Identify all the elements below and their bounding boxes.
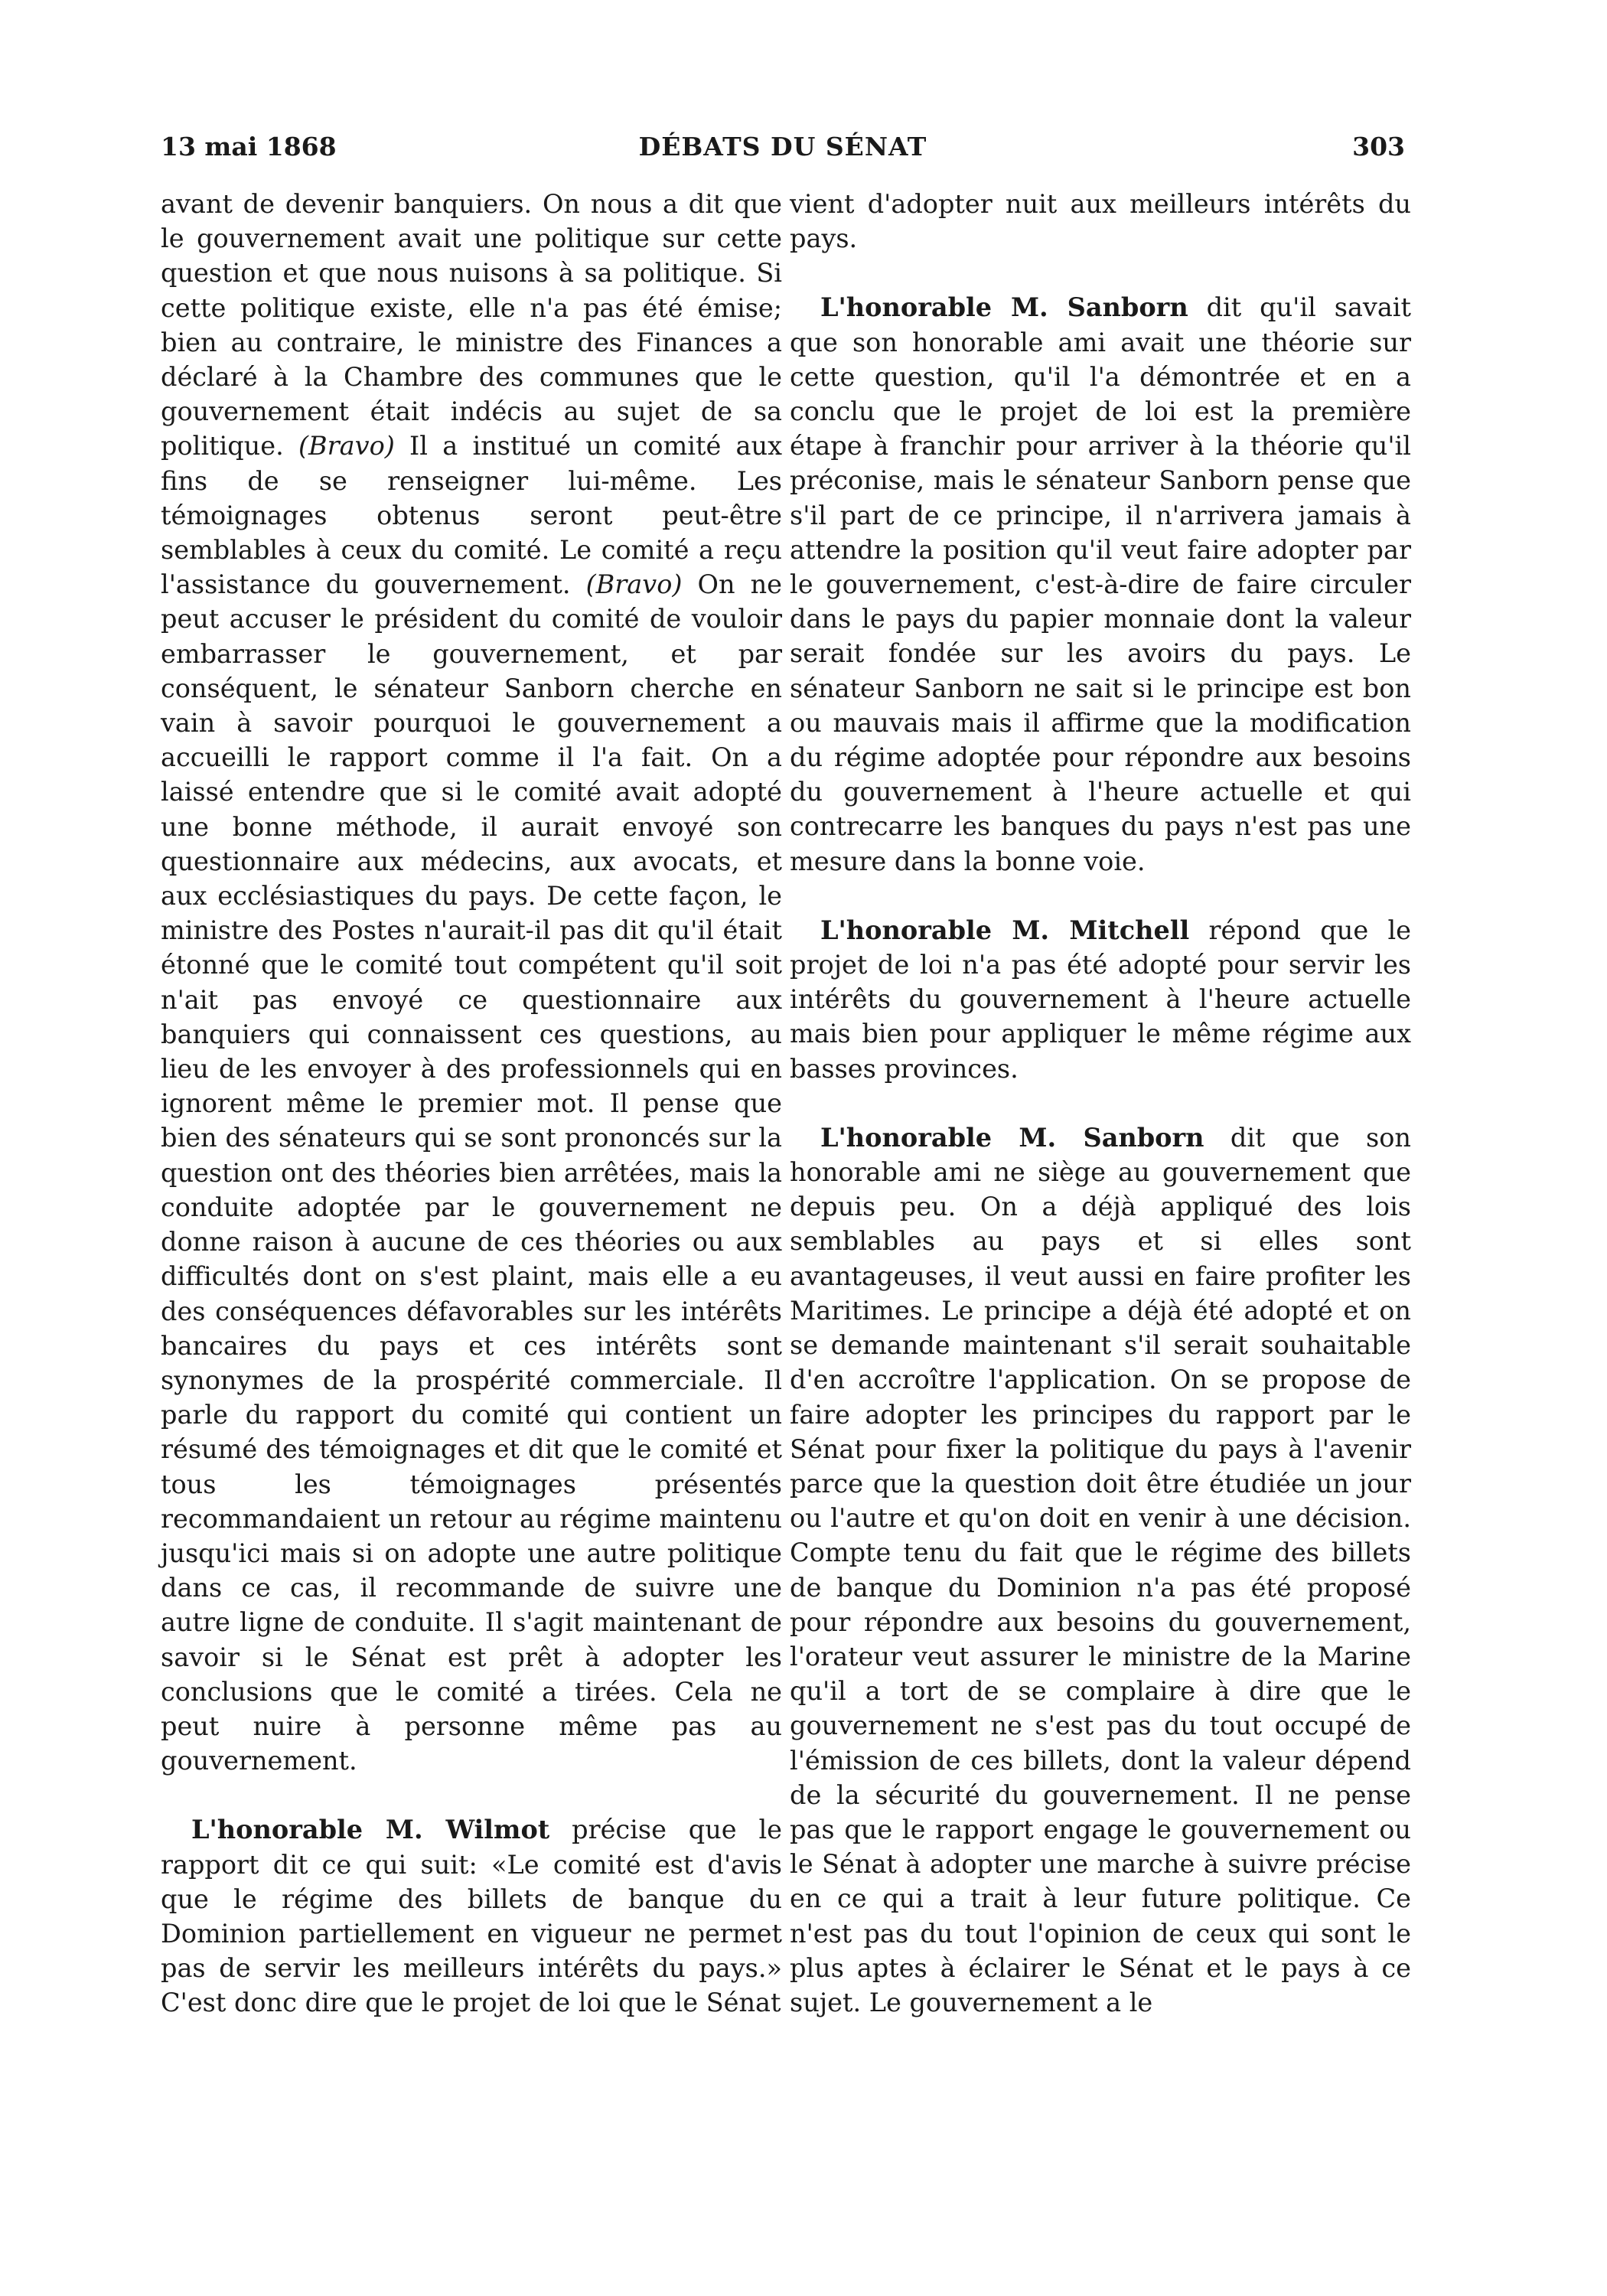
speaker-name: L'honorable M. Sanborn [820,292,1188,323]
page-number: 303 [1352,132,1405,161]
speech-paragraph [161,1812,782,2020]
speaker-name: L'honorable M. Sanborn [820,1122,1204,1153]
speech-text: dit que son honorable ami ne siège au gouvernement que depuis peu. On a déjà appliqué des lois semblables au pays et si elles sont avantageuses, il veut aussi en faire profiter les Maritimes. Le principe a déjà été adopté et on se demande maintenant s'il serait souhaitable d'en accroître l'application. On se propose de faire adopter les principes du rapport par le Sénat pour fixer la politique du pays à l'avenir parce que la question doit être étudiée un jour ou l'autre et qu'on doit en venir à une décision. Compte tenu du fait que le régime des billets de banque du Dominion n'a pas été proposé pour répondre aux besoins du gouvernement, l'orateur veut assurer le ministre de la Marine qu'il a tort de se complaire à dire que le gouvernement ne s'est pas du tout occupé de l'émission de ces billets, dont la valeur dépend de la sécurité du gouvernement. Il ne pense pas que le rapport engage le gouvernement ou le Sénat à adopter une marche à suivre précise en ce qui a trait à leur future politique. Ce n'est pas du tout l'opinion de ceux qui sont le plus aptes à éclairer le Sénat et le pays à ce sujet. Le gouvernement a le [790,1122,1411,2017]
paragraph-text: avant de devenir banquiers. On nous a dit que le gouvernement avait une politique sur cette question et que nous nuisons à sa politique. Si cette politique existe, elle n'a pas été émise; bien au contraire, le ministre des Finances a déclaré à la Chambre des communes que le gouvernement était indécis au sujet de sa politique. [161,189,782,461]
speech-paragraph [790,913,1411,1086]
speech-paragraph [790,290,1411,878]
paragraph-continuation [790,187,1411,256]
left-column [161,187,782,2020]
paragraph-text: Il a institué un comité aux fins de se renseigner lui-même. Les témoignages obtenus seront peut-être semblables à ceux du comité. Le comité a reçu l'assistance du gouvernement. [161,431,782,600]
speech-paragraph [790,1120,1411,2020]
interjection-bravo: (Bravo) [585,569,683,600]
paragraph-text: vient d'adopter nuit aux meilleurs intérêts du pays. [790,189,1411,254]
paragraph-text: On ne peut accuser le président du comité de vouloir embarrasser le gouvernement, et par conséquent, le sénateur Sanborn cherche en vain à savoir pourquoi le gouvernement a accueilli le rapport comme il l'a fait. On a laissé entendre que si le comité avait adopté une bonne méthode, il aurait envoyé son questionnaire aux médecins, aux avocats, et aux ecclésiastiques du pays. De cette façon, le ministre des Postes n'aurait-il pas dit qu'il était étonné que le comité tout compétent qu'il soit n'ait pas envoyé ce questionnaire aux banquiers qui connaissent ces questions, au lieu de les envoyer à des professionnels qui en ignorent même le premier mot. Il pense que bien des sénateurs qui se sont prononcés sur la question ont des théories bien arrêtées, mais la conduite adoptée par le gouvernement ne donne raison à aucune de ces théories ou aux difficultés dont on s'est plaint, mais elle a eu des conséquences défavorables sur les intérêts bancaires du pays et ces intérêts sont synonymes de la prospérité commerciale. Il parle du rapport du comité qui contient un résumé des témoignages et dit que le comité et tous les témoignages présentés recommandaient un retour au régime maintenu jusqu'ici mais si on adopte une autre politique dans ce cas, il recommande de suivre une autre ligne de conduite. Il s'agit maintenant de savoir si le Sénat est prêt à adopter les conclusions que le comité a tirées. Cela ne peut nuire à personne même pas au gouvernement. [161,569,782,1776]
speech-text: dit qu'il savait que son honorable ami avait une théorie sur cette question, qu'il l'a démontrée et en a conclu que le projet de loi est la première étape à franchir pour arriver à la théorie qu'il préconise, mais le sénateur Sanborn pense que s'il part de ce principe, il n'arrivera jamais à attendre la position qu'il veut faire adopter par le gouvernement, c'est-à-dire de faire circuler dans le pays du papier monnaie dont la valeur serait fondée sur les avoirs du pays. Le sénateur Sanborn ne sait si le principe est bon ou mauvais mais il affirme que la modification du régime adoptée pour répondre aux besoins du gouvernement à l'heure actuelle et qui contrecarre les banques du pays n'est pas une mesure dans la bonne voie. [790,292,1411,876]
speech-text: répond que le projet de loi n'a pas été adopté pour servir les intérêts du gouvernement à l'heure actuelle mais bien pour appliquer le même régime aux basses provinces. [790,915,1411,1084]
speech-text: précise que le rapport dit ce qui suit: «Le comité est d'avis que le régime des billets de banque du Dominion partiellement en vigueur ne permet pas de servir les meilleurs intérêts du pays.» C'est donc dire que le projet de loi que le Sénat [161,1815,782,2018]
interjection-bravo: (Bravo) [298,431,395,461]
speaker-name: L'honorable M. Mitchell [820,915,1190,945]
right-column [790,187,1411,2020]
page-header [161,132,1405,170]
speaker-name: L'honorable M. Wilmot [191,1815,550,1845]
header-date: 13 mai 1868 [161,132,337,161]
header-title: DÉBATS DU SÉNAT [638,132,927,161]
paragraph-continuation [161,187,782,1778]
